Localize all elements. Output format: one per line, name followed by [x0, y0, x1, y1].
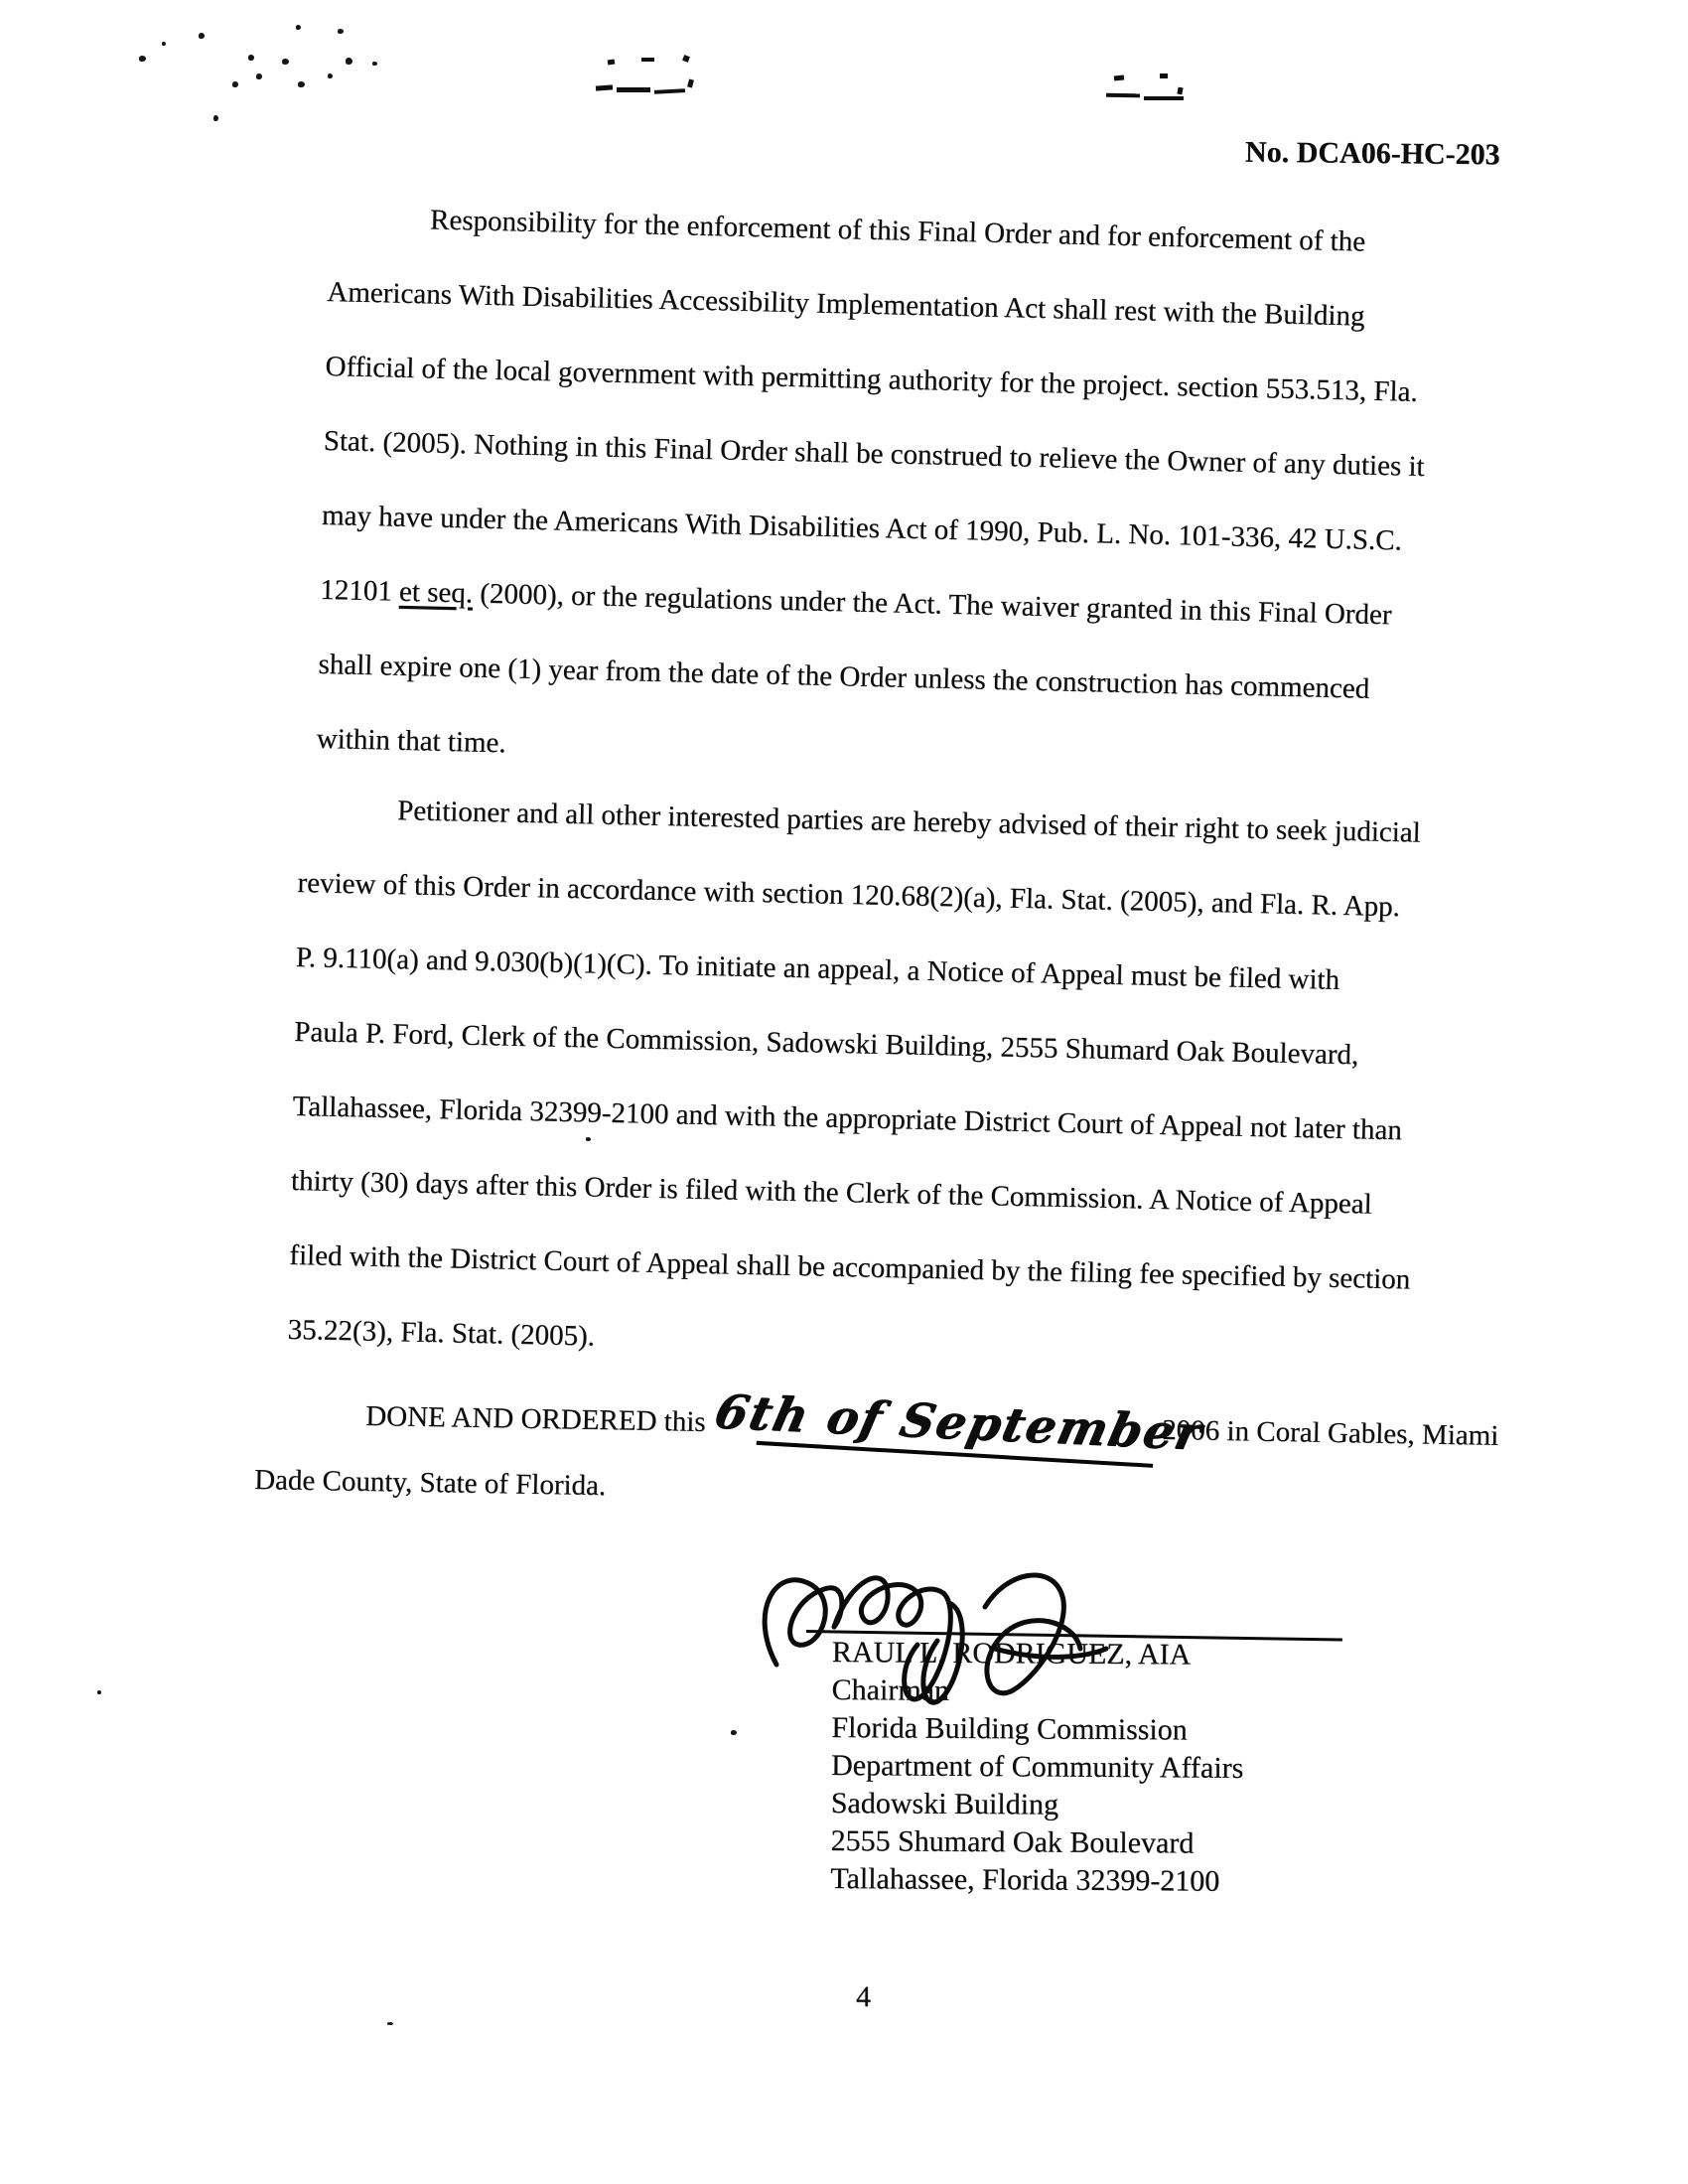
citation-text: (2000), or the regulations under the Act. The waiver granted in this Final Order — [472, 577, 1392, 632]
scan-speck — [387, 2022, 393, 2025]
document-line: Official of the local government with permitting authority for the project. section 553.513, Fla. — [325, 350, 1419, 408]
paragraph-enforcement — [316, 181, 1431, 802]
scan-speck — [338, 29, 344, 34]
citation-et-seq: et seq. — [398, 575, 474, 610]
document-line: Paula P. Ford, Clerk of the Commission, Sadowski Building, 2555 Shumard Oak Boulevard, — [293, 1015, 1359, 1072]
scan-speck — [139, 56, 146, 62]
document-line: filed with the District Court of Appeal shall be accompanied by the filing fee specified by section — [289, 1238, 1411, 1296]
page-number: 4 — [856, 1980, 871, 2013]
scan-speck — [328, 73, 333, 78]
scan-speck — [298, 81, 305, 87]
handwritten-date: 6th of September — [709, 1384, 1209, 1462]
document-line: Petitioner and all other interested parties are hereby advised of their right to seek judicial — [396, 795, 1422, 849]
done-ordered-text: 2006 in Coral Gables, Miami — [1161, 1413, 1499, 1452]
scan-speck — [248, 55, 254, 61]
case-number: No. DCA06-HC-203 — [1244, 135, 1500, 172]
scan-speck — [199, 33, 205, 39]
address-building: Sadowski Building — [830, 1786, 1059, 1821]
scan-speck — [372, 62, 377, 66]
scan-speck — [232, 81, 238, 87]
signatory-organization: Florida Building Commission — [831, 1710, 1188, 1747]
scan-speck — [213, 115, 218, 121]
signatory-title: Chairman — [831, 1673, 950, 1707]
document-line: Tallahassee, Florida 32399-2100 and with the appropriate District Court of Appeal not later than — [292, 1090, 1403, 1147]
document-line: P. 9.110(a) and 9.030(b)(1)(C). To initiate an appeal, a Notice of Appeal must be filed with — [295, 941, 1340, 996]
document-line: shall expire one (1) year from the date of the Order unless the construction has commenced — [318, 648, 1370, 705]
scan-speck — [346, 58, 352, 65]
document-line: thirty (30) days after this Order is filed with the Clerk of the Commission. A Notice of Appeal — [290, 1164, 1373, 1221]
done-ordered-text: DONE AND ORDERED this — [364, 1399, 706, 1438]
document-line: Stat. (2005). Nothing in this Final Order shall be construed to relieve the Owner of any duties it — [323, 424, 1425, 484]
document-line: 35.22(3), Fla. Stat. (2005). — [287, 1313, 596, 1353]
done-ordered-block — [253, 1373, 1499, 1537]
address-street: 2555 Shumard Oak Boulevard — [830, 1823, 1195, 1860]
document-line: within that time. — [316, 722, 506, 760]
signatory-name: RAUL L. RODRIGUEZ, AIA — [831, 1636, 1192, 1672]
scan-speck — [731, 1730, 737, 1735]
document-line: Responsibility for the enforcement of this Final Order and for enforcement of the — [429, 204, 1366, 258]
signatory-department: Department of Community Affairs — [830, 1748, 1244, 1785]
document-line: Americans With Disabilities Accessibility Implementation Act shall rest with the Building — [326, 275, 1365, 333]
scan-speck — [296, 25, 301, 30]
scan-speck — [256, 73, 262, 79]
document-line: Dade County, State of Florida. — [253, 1463, 607, 1503]
scan-speck — [162, 42, 166, 46]
document-line: review of this Order in accordance with section 120.68(2)(a), Fla. Stat. (2005), and Fla. R. App. — [297, 866, 1401, 924]
paragraph-appeal — [287, 772, 1422, 1392]
document-line: may have under the Americans With Disabilities Act of 1990, Pub. L. No. 101-336, 42 U.S.C. — [321, 499, 1403, 557]
signature-block — [830, 1634, 1244, 1901]
scan-speck — [97, 1690, 101, 1694]
citation-text: 12101 — [319, 573, 400, 608]
address-city-state-zip: Tallahassee, Florida 32399-2100 — [830, 1861, 1220, 1898]
scan-speck — [282, 59, 289, 65]
